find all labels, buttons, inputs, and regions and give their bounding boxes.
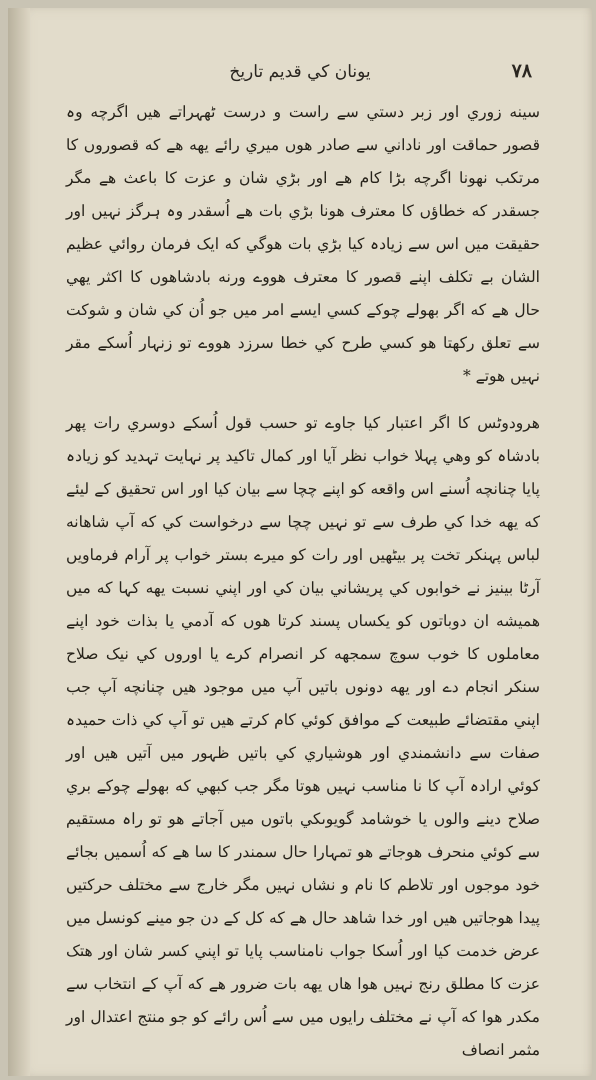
paragraph-2: ھرودوٹس کا اگر اعتبار کيا جاوے تو حسب قول اُسکے دوسري رات پھر بادشاہ کو وھي پہلا خواب نظر آيا اور کمال تاکيد پر نہايت تہديد کو زيادہ پايا چنانچه اُسنے اس واقعه کو اپنے چچا سے بيان کيا اور اس تحقيق کے ليئے که يهه خدا کي طرف سے تو نہيں چچا سے درخواست کي که آپ شاھانه لباس پہنکر تخت پر بيٹھيں اور رات کو ميرے بستر خواب پر آرام فرماويں آرٹا بينيز نے خوابوں کي پريشاني بيان کي اور اپني نسبت يهه کہا که ميں ھميشه ان دوباتوں کو يکساں پسند کرتا ھوں که آدمي يا بذات خود اپنے معاملوں کا خوب سوچ سمجهه کر انصرام کرے يا اوروں کي نيک صلاح سنکر انجام دے اور يهه دونوں باتيں آپ ميں موجود ھيں چنانچه آپ جب اپني مقتضائے طبيعت کے موافق کوئي کام کرتے ھيں تو آپ کي ذات حميدہ صفات سے دانشمندي اور ھوشياري کي باتيں ظہور ميں آتيں ھيں اور کوئي ارادہ آپ کا نا مناسب نہيں ھوتا مگر جب کبھي که بھولے چوکے بري صلاح دينے والوں يا خوشامد گويوںکي باتوں ميں آجاتے ھو تو راہ مستقيم سے کوئي منحرف ھوجاتے ھو تمہارا حال سمندر کا سا ھے که اُسميں بجائے خود موجوں اور تلاطم کا نام و نشاں نہيں مگر خارج سے مختلف حرکتيں پيدا ھوجاتيں ھيں اور خدا شاھد حال ھے که کل کے دن جو مينے کونسل ميں عرض خدمت کيا اور اُسکا جواب نامناسب پايا تو اپني کسر شان اور ھتک عزت کا مطلق رنج نہيں ھوا ھاں يهه بات ضرور ھے که آپ کے انتخاب سے مکدر ھوا که آپ نے مختلف رايوں ميں سے اُس رائے کو جو منتج اعتدال اور مثمر انصاف: [66, 414, 540, 1059]
page-body: [66, 96, 540, 1067]
running-title: یونان کي قديم تاريخ: [229, 62, 371, 82]
page-header: [68, 60, 532, 94]
paragraph-1: سينه زوري اور زبر دستي سے راست و درست ٹھہراتے ھيں اگرچه وہ قصور حماقت اور ناداني سے صادر ھوں ميري رائے يهه ھے که قصوروں کا مرتکب نهونا اگرچه بڑا کام ھے اور بڑي شان و عزت کا باعث ھے مگر جسقدر که خطاؤں کا معترف ھونا بڑي بات ھے اُسقدر وہ ہرگز نہيں اور حقيقت ميں اس سے زيادہ کيا بڑي بات ھوگي که ايک فرمان روائي عظيم الشان بے تکلف اپنے قصور کا معترف ھووے ورنه بادشاھوں کا اکثر يهي حال ھے که اگر بھولے چوکے کسي ايسے امر ميں جو اُن کي شان و شوکت سے تعلق رکھتا ھو کسي طرح کي خطا سرزد ھووے تو زنہار اُسکے مقر نہيں ھوتے *: [66, 103, 540, 385]
page-number: ٧٨: [511, 60, 532, 82]
page-gutter-shadow: [8, 8, 30, 1076]
book-page: [8, 8, 592, 1076]
